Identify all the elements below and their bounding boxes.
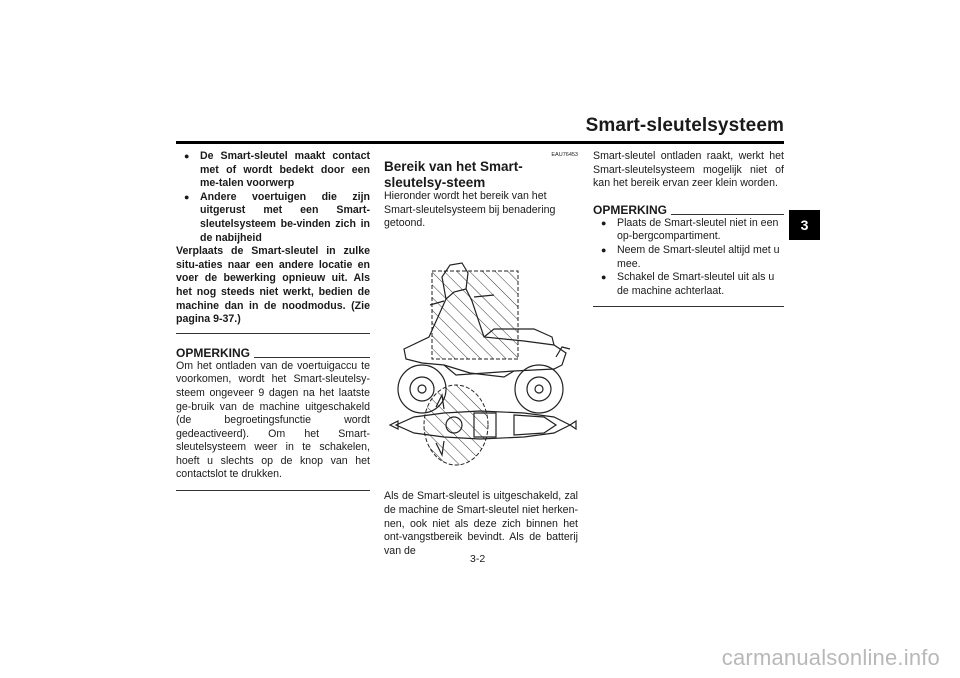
note-heading-rule — [671, 214, 784, 215]
scooter-range-illustration — [384, 237, 578, 482]
list-item: ● Schakel de Smart-sleutel uit als u de machine achterlaat. — [593, 271, 784, 298]
body-text: Als de Smart-sleutel is uitgeschakeld, zal de machine de Smart-sleutel niet herken-nen, ook niet als deze zich binnen het ont-vangstbereik bevindt. Als de batterij van de — [384, 490, 578, 557]
page-number: 3-2 — [470, 553, 486, 565]
note-heading — [593, 203, 784, 217]
note-text: Om het ontladen van de voertuigaccu te voorkomen, wordt het Smart-sleutelsy-steem ongeveer 9 dagen na het laatste ge-bruik van de machine uitgeschakeld (de begroetingsfunctie wordt gedeactiveerd). Om het Smart-sleutelsysteem weer in te schakelen, hoeft u slechts op de knop van het contactslot te drukken. — [176, 359, 370, 481]
list-item: ● Plaats de Smart-sleutel niet in een op-bergcompartiment. — [593, 217, 784, 244]
warning-text: Verplaats de Smart-sleutel in zulke situ-aties naar een andere locatie en voer de bewerking opnieuw uit. Als het nog steeds niet werkt, bedien de machine dan in de noodmodus. (Zie pagina 9-37.) — [176, 245, 370, 326]
note-heading-label: OPMERKING — [593, 202, 668, 217]
section-code: EAU76453 — [551, 152, 578, 158]
note-heading-rule — [254, 357, 370, 358]
list-item: ● Andere voertuigen die zijn uitgerust met een Smart-sleutelsysteem be-vinden zich in de nabijheid — [176, 191, 370, 245]
intro-text: Hieronder wordt het bereik van het Smart-sleutelsysteem bij benadering getoond. — [384, 190, 556, 230]
column-middle — [384, 150, 578, 558]
note-heading-label: OPMERKING — [176, 345, 251, 360]
body-text: Smart-sleutel ontladen raakt, werkt het Smart-sleutelsysteem mogelijk niet of kan het bereik ervan zeer klein worden. — [593, 150, 784, 190]
note-list — [593, 217, 784, 299]
divider — [176, 490, 370, 491]
list-item: ● Neem de Smart-sleutel altijd met u mee. — [593, 244, 784, 271]
divider — [593, 306, 784, 307]
range-figure — [384, 237, 578, 487]
section-title: Bereik van het Smart-sleutelsy-steem — [384, 159, 523, 190]
watermark: carmanualsonline.info — [721, 645, 940, 670]
column-left — [176, 150, 370, 491]
header-rule — [176, 141, 784, 144]
chapter-tab: 3 — [789, 210, 820, 240]
condition-list — [176, 150, 370, 245]
column-right — [593, 150, 784, 307]
divider — [176, 333, 370, 334]
list-item: ● De Smart-sleutel maakt contact met of wordt bedekt door een me-talen voorwerp — [176, 150, 370, 191]
page-title: Smart-sleutelsysteem — [585, 115, 784, 136]
note-heading — [176, 346, 370, 360]
